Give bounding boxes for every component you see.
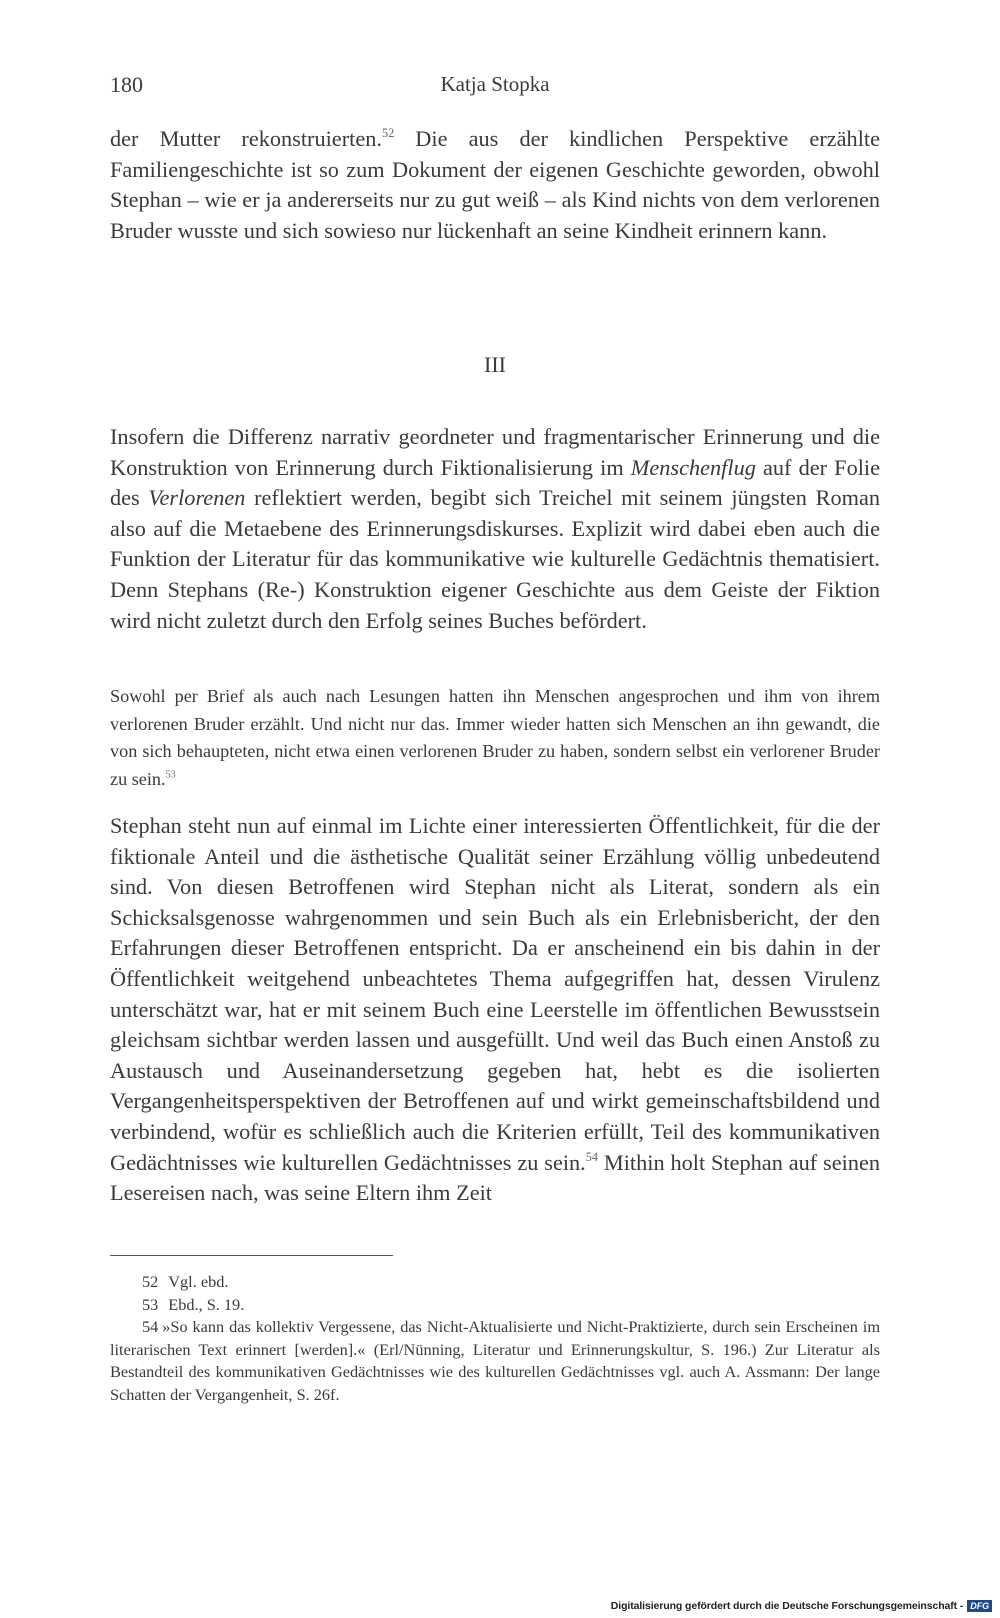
digitization-footer <box>611 1600 992 1612</box>
footnote-number: 52 <box>142 1272 159 1291</box>
footnote-text: Vgl. ebd. <box>168 1272 229 1291</box>
footnote-text: »So kann das kollektiv Vergessene, das Nicht-Aktualisierte und Nicht-Praktizierte, durch sein Erscheinen im literarischen Text erinnert [werden].« (Erl/Nünning, Literatur und Erinnerungskultur, S. 196.) Zur Literatur als Bestandteil des kommunikativen Gedächtnisses wie des kulturellen Gedächtnisses vgl. auch A. Assmann: Der lange Schatten der Vergangenheit, S. 26f. <box>110 1317 880 1404</box>
paragraph-2-text-c: reflektiert werden, begibt sich Treichel mit seinem jüngsten Roman also auf die Metaebene des Erinnerungsdiskurses. Explizit wird dabei eben auch die Funktion der Literatur für das kommunikative wie kulturelle Gedächtnis thematisiert. Denn Stephans (Re-) Konstruktion eigener Geschichte aus dem Geiste der Fiktion wird nicht zuletzt durch den Erfolg seines Buches befördert. <box>110 485 881 633</box>
book-title-menschenflug: Menschenflug <box>630 454 756 480</box>
dfg-logo: DFG <box>967 1600 992 1612</box>
running-head-author: Katja Stopka <box>440 72 550 96</box>
footnote-ref-52: 52 <box>381 125 395 140</box>
footnote-54 <box>110 1316 880 1406</box>
book-title-verlorenen: Verlorenen <box>148 485 246 511</box>
paragraph-3-text-continued: Mithin holt Stephan auf seinen Lesereisen nach, was seine Eltern ihm Zeit <box>110 1149 880 1206</box>
footnotes <box>110 1271 880 1406</box>
page-number: 180 <box>110 72 143 97</box>
block-quote <box>110 683 880 793</box>
footnote-53 <box>110 1294 880 1317</box>
paragraph-1-text-continued: Die aus der kindlichen Perspektive erzählte Familiengeschichte ist so zum Dokument der eigenen Geschichte geworden, obwohl Stephan – wie er ja andererseits nur zu gut weiß – als Kind nichts von dem verlorenen Bruder wusste und sich sowieso nur lückenhaft an seine Kindheit erinnern kann. <box>110 126 880 243</box>
paragraph-2-text-b: auf der Folie des <box>110 454 880 511</box>
section-heading: III <box>484 352 506 377</box>
paragraph-2-text: Insofern die Differenz narrativ geordneter und fragmentarischer Erinnerung und die Konstruktion von Erinnerung durch Fiktionalisierung im <box>110 424 880 480</box>
footnote-ref-54: 54 <box>585 1149 599 1164</box>
footnote-text: Ebd., S. 19. <box>168 1294 245 1314</box>
digitization-credit: Digitalisierung gefördert durch die Deutsche Forschungsgemeinschaft - <box>610 1600 964 1612</box>
footnote-number: 54 <box>142 1317 159 1336</box>
footnote-ref-53: 53 <box>165 769 176 780</box>
page-header <box>110 72 880 102</box>
paragraph-1 <box>110 124 880 246</box>
paragraph-3 <box>110 811 880 1209</box>
paragraph-3-text: Stephan steht nun auf einmal im Lichte einer interessierten Öffentlichkeit, für die der fiktionale Anteil und die ästhetische Qualität seiner Erzählung völlig unbedeutend sind. Von diesen Betroffenen wird Stephan nicht als Literat, sondern als ein Schicksalsgenosse wahrgenommen und sein Buch als ein Erlebnisbericht, der den Erfahrungen dieser Betroffenen entspricht. Da er anscheinend ein bis dahin in der Öffentlichkeit weitgehend unbeachtetes Thema aufgegriffen hat, dessen Virulenz unterschätzt war, hat er mit seinem Buch eine Leerstelle im öffentlichen Bewusstsein gleichsam sichtbar werden lassen und ausgefüllt. Und weil das Buch einen Anstoß zu Austausch und Auseinandersetzung gegeben hat, hebt es die isolierten Vergangenheitsperspektiven der Betroffenen auf und wirkt gemeinschaftsbildend und verbindend, wofür es schließlich auch die Kriterien erfüllt, Teil des kommunikativen Gedächtnisses wie kulturellen Gedächtnisses zu sein. <box>110 813 880 1175</box>
paragraph-2 <box>110 422 880 636</box>
footnote-number: 53 <box>142 1294 159 1314</box>
footnote-divider <box>110 1255 393 1256</box>
footnote-52 <box>110 1271 880 1294</box>
block-quote-text: Sowohl per Brief als auch nach Lesungen hatten ihn Menschen angesprochen und ihm von ihrem verlorenen Bruder erzählt. Und nicht nur das. Immer wieder hatten sich Menschen an ihn gewandt, die von sich behaupteten, nicht etwa einen verlorenen Bruder zu haben, sondern selbst ein verlorener Bruder zu sein. <box>110 686 880 789</box>
paragraph-1-text: der Mutter rekonstruierten. <box>110 126 382 151</box>
